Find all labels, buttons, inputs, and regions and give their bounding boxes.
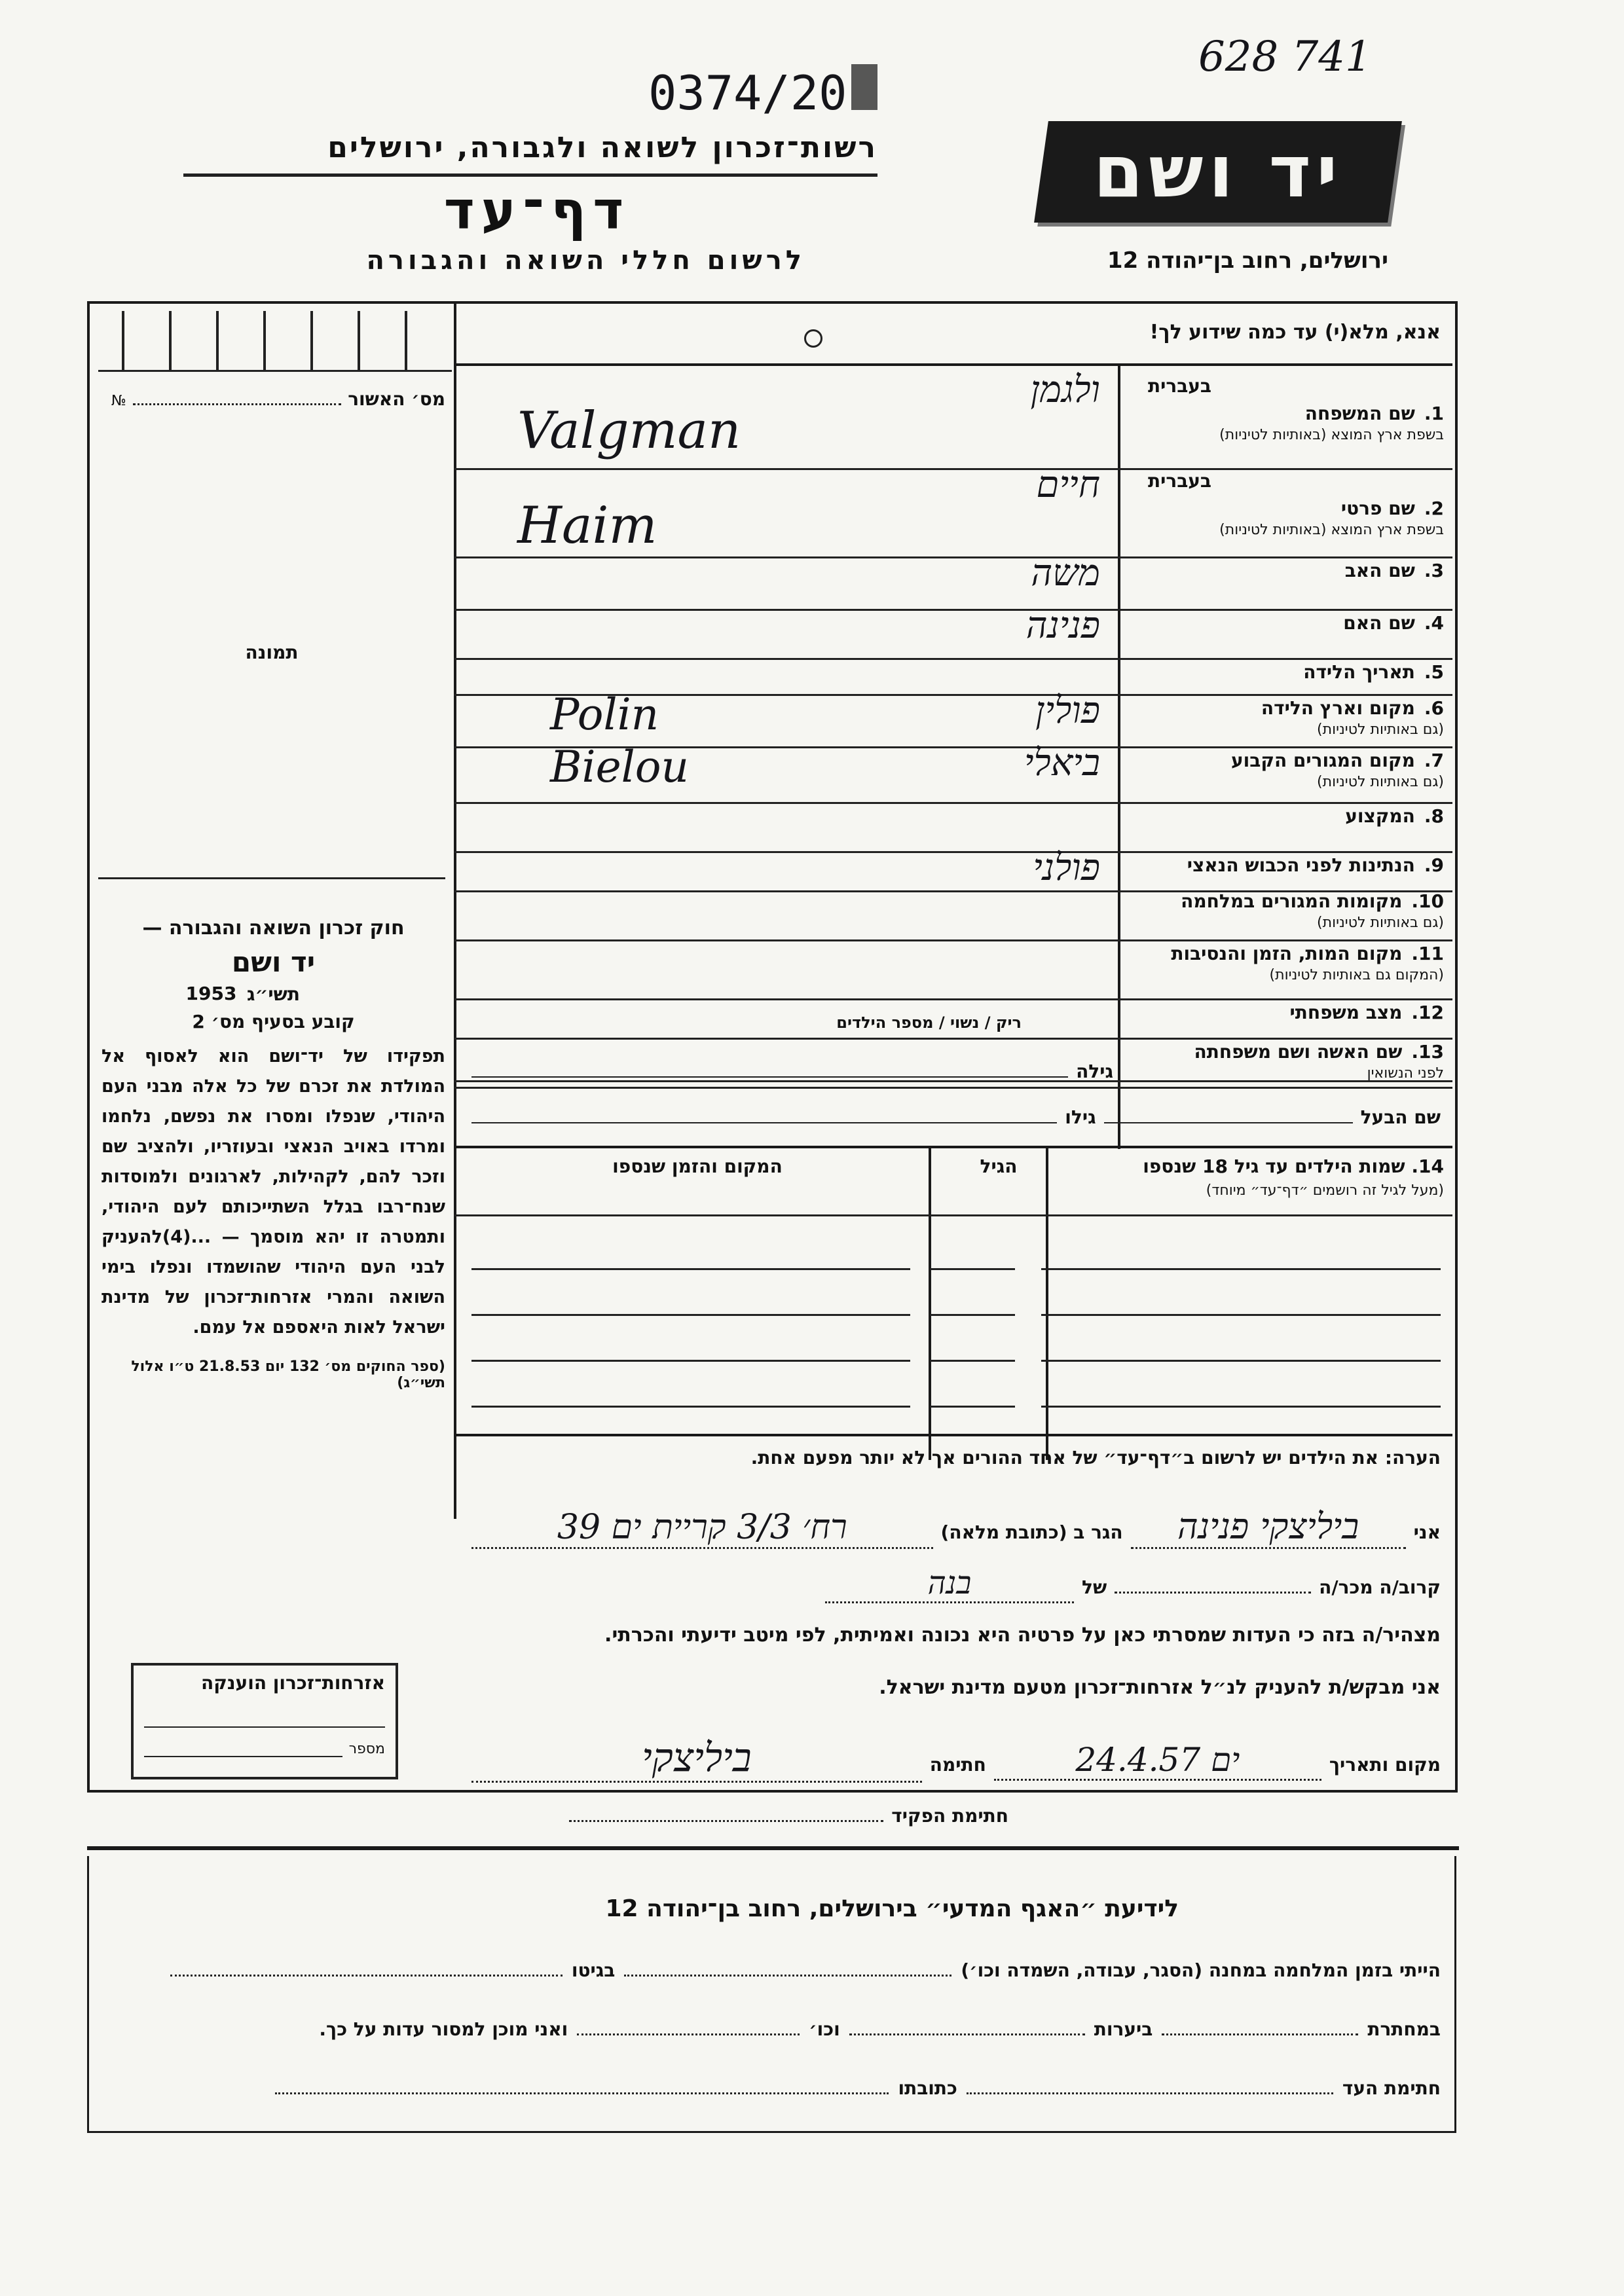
footer-address-field[interactable] — [275, 2075, 889, 2094]
children-place-header: המקום והזמן שנספו — [612, 1156, 783, 1177]
field-number: 1. — [1424, 403, 1444, 424]
request-text: אני מבקש/ת להעניק לנ״ל אזרחות־זכרון מטעם מדינת ישראל. — [879, 1676, 1441, 1699]
children-sub: (מעל לגיל זה רושמים ״דף־עד״ מיוחד) — [1206, 1182, 1444, 1199]
field-hebrew-value: חיים — [1036, 464, 1100, 506]
field-label-text: מקום המגורים הקבוע — [1230, 750, 1415, 771]
footer-address-label: כתובתו — [898, 2077, 957, 2099]
field-label — [1123, 661, 1444, 683]
logo-text: יד ושם — [1093, 130, 1343, 213]
field-latin-value: Valgman — [517, 401, 741, 460]
field-label-block — [1123, 943, 1444, 983]
signature-label: חתימה — [929, 1754, 986, 1776]
wife-age-field[interactable] — [471, 1063, 1068, 1078]
law-reference: (ספר החוקים מס׳ 132 יום 21.8.53 ט״ו אלול תשי״ג) — [131, 1358, 445, 1391]
footer-underground-label: במחתרת — [1367, 2018, 1441, 2040]
field-sublabel: בשפת ארץ המוצא (באותיות לטיניות) — [1219, 427, 1444, 443]
children-row[interactable] — [471, 1336, 1441, 1362]
field-label — [1123, 403, 1444, 424]
field-hebrew-value: ביאלי — [1024, 742, 1100, 784]
children-note: הערה: את הילדים יש לרשום ב״דף־עד״ של אחד ההורים אך לא יותר מפעם אחת. — [750, 1447, 1441, 1468]
field-hebrew-value: פולין — [1035, 689, 1100, 732]
declaration-line-2 — [471, 1565, 1441, 1603]
husband-name-field[interactable] — [1104, 1109, 1353, 1123]
field-hebrew-value: פולני — [1033, 847, 1100, 889]
photo-area-rule — [98, 877, 445, 879]
field-label-block — [1123, 1041, 1444, 1082]
declarant-address[interactable]: רח׳ 3/3 קריית ים 39 — [471, 1508, 933, 1549]
page-subtitle: לרשום חללי השואה והגבורה — [366, 246, 805, 276]
law-text: תפקידו של יד־ושם הוא לאסוף אל המולדת את זכרם של כל אלה מבני העם היהודי, שנפלו ומסרו את נפשם, נלחמו ומרדו באויב הנאצי ובעוזריו, ולהציב שם וזכר להם, לקהילות, לארגונים ולמוסדות שנח־רבו בגלל השתייכותם לעם היהודי, ותמטרה זו יהא מוסמך — ...(4)להעניק לבני העם היהודי שהושמדו ונפלו בימי השואה והמרי אזרחות־זכרון של מדינת ישראל לאות היאספם אל עמם. — [101, 1046, 445, 1338]
field-label — [1123, 498, 1444, 519]
footer-camp-field[interactable] — [624, 1958, 951, 1977]
field-hebrew-value: ולגמן — [1030, 369, 1100, 411]
field-latin-value: Haim — [517, 496, 657, 555]
relative-label: קרוב/ה מכר/ה — [1319, 1576, 1441, 1598]
field-number: 11. — [1411, 943, 1444, 964]
field-label-text: מקום המות, הזמן והנסיבות — [1171, 943, 1403, 964]
footer-etc-field[interactable] — [577, 2016, 800, 2035]
field-label-block — [1123, 403, 1444, 443]
card-code-ticks — [98, 311, 452, 372]
resident-label: הגר ב (כתובת מלאה) — [940, 1522, 1123, 1543]
signature-value[interactable]: ביליצקי — [471, 1735, 922, 1783]
footer-camp-label: הייתי בזמן המלחמה במחנה (הסגר, עבודה, השמדה וכו׳) — [961, 1959, 1441, 1981]
children-row[interactable] — [471, 1290, 1441, 1316]
header-underline — [183, 173, 877, 177]
law-title: חוק זכרון השואה והגבורה — — [142, 917, 405, 939]
footer-line-1 — [170, 1958, 1441, 1981]
punch-hole-icon — [804, 329, 822, 348]
field-number: 10. — [1411, 890, 1444, 912]
field-label — [1123, 612, 1444, 634]
footer-title: לידיעת ״האגף המדעי״ בירושלים, רחוב בן־יהודה 12 — [605, 1895, 1179, 1922]
footer-etc-label: וכו׳ — [809, 2018, 840, 2040]
child-name-cell[interactable] — [1041, 1290, 1441, 1316]
field-label-text: מקום וארץ הלידה — [1261, 697, 1415, 719]
approval-no-label: № — [111, 393, 126, 409]
field-label-block — [1123, 854, 1444, 876]
citizenship-box-num-field[interactable] — [144, 1741, 342, 1757]
field-number: 4. — [1424, 612, 1444, 634]
field-label-block — [1123, 661, 1444, 683]
child-place-cell[interactable] — [471, 1381, 910, 1408]
footer-ghetto-field[interactable] — [170, 1958, 563, 1977]
children-num: 14. — [1411, 1156, 1444, 1177]
children-header — [1058, 1156, 1444, 1199]
child-age-cell[interactable] — [930, 1336, 1015, 1362]
field-label — [1123, 697, 1444, 719]
husband-age-label: גילו — [1065, 1106, 1096, 1128]
instructions-rule — [454, 363, 1452, 366]
field-sublabel: (גם באותיות לטיניות) — [1317, 915, 1444, 931]
affirmation-text: מצהיר/ה בזה כי העדות שמסרתי כאן על פרטיה היא נכונה ואמיתית, לפי מיטב ידיעתי והכרתי. — [604, 1624, 1441, 1647]
of-label: של — [1082, 1576, 1107, 1598]
field-number: 3. — [1424, 560, 1444, 581]
field-value-input[interactable] — [458, 893, 1113, 937]
field-label-text: הנתינות לפני הכבוש הנאצי — [1187, 854, 1415, 876]
field-hebrew-value: משה — [1031, 552, 1100, 594]
child-name-cell[interactable] — [1041, 1244, 1441, 1270]
approval-field[interactable] — [133, 386, 341, 405]
field-label-block — [1123, 612, 1444, 634]
child-place-cell[interactable] — [471, 1336, 910, 1362]
field-sublabel: (גם באותיות לטיניות) — [1317, 721, 1444, 738]
children-header-rule — [454, 1214, 1452, 1216]
citizenship-box-label: אזרחות־זכרון הוענקה — [201, 1672, 385, 1694]
field-number: 6. — [1424, 697, 1444, 719]
field-value-input[interactable] — [458, 808, 1113, 848]
form-bottom-rule — [87, 1846, 1459, 1850]
footer-witness-sig-label: חתימת העד — [1342, 2077, 1441, 2099]
header-address: ירושלים, רחוב בן־יהודה 12 — [1107, 247, 1388, 274]
field-label — [1123, 1002, 1444, 1023]
field-label — [1123, 1041, 1444, 1063]
field-value-input[interactable] — [458, 664, 1113, 691]
law-year: 1953 — [185, 983, 237, 1004]
field-latin-value: Polin — [550, 689, 659, 740]
row13-underline — [454, 1087, 1452, 1089]
children-age-header: הגיל — [980, 1156, 1018, 1177]
field-sublabel: (גם באותיות לטיניות) — [1317, 774, 1444, 790]
declarant-name[interactable]: ביליצקי פנינה — [1131, 1506, 1406, 1549]
field-label-text: מקומות המגורים במלחמה — [1181, 890, 1403, 912]
field-sublabel: בשפת ארץ המוצא (באותיות לטיניות) — [1219, 522, 1444, 538]
yad-vashem-logo — [1034, 121, 1402, 223]
clerk-row — [471, 1800, 1441, 1827]
relation-value[interactable]: בנה — [825, 1565, 1074, 1603]
child-age-cell[interactable] — [930, 1290, 1015, 1316]
field-label — [1123, 854, 1444, 876]
field-number: 5. — [1424, 661, 1444, 683]
field-row-rule — [454, 658, 1452, 660]
field-label — [1123, 805, 1444, 827]
field-label-block — [1123, 750, 1444, 790]
place-date-row — [471, 1735, 1441, 1783]
field-number: 8. — [1424, 805, 1444, 827]
stamp-bracket — [851, 64, 877, 110]
child-place-cell[interactable] — [471, 1244, 910, 1270]
page-title: דף־עד — [443, 180, 631, 241]
child-age-cell[interactable] — [930, 1244, 1015, 1270]
law-year-heb: תשי״ג — [247, 983, 300, 1005]
husband-age-field[interactable] — [471, 1109, 1057, 1123]
approval-label: מס׳ האשור — [348, 388, 445, 410]
form-instructions: אנא, מלא(י) עד כמה שידוע לך! — [1149, 321, 1441, 344]
field-row-rule — [454, 939, 1452, 941]
citizenship-box-line[interactable] — [144, 1700, 385, 1728]
field-label — [1123, 750, 1444, 771]
field-label-text: תאריך הלידה — [1303, 661, 1415, 683]
field-number: 2. — [1424, 498, 1444, 519]
approval-number-row — [111, 386, 445, 410]
field-hebrew-value: פנינה — [1025, 604, 1100, 647]
child-name-cell[interactable] — [1041, 1336, 1441, 1362]
field-sublabel: לפני הנשואין — [1367, 1065, 1444, 1082]
field-lang-label: בעברית — [1147, 470, 1211, 492]
field-number: 7. — [1424, 750, 1444, 771]
footer-line-2 — [105, 2016, 1441, 2040]
wife-age-row — [471, 1061, 1113, 1082]
law-section: קובע בסעיף מס׳ 2 — [192, 1011, 355, 1032]
field-label-block — [1123, 697, 1444, 738]
field-label-block — [1123, 560, 1444, 581]
field-latin-value: Bielou — [550, 742, 690, 792]
child-name-cell[interactable] — [1041, 1381, 1441, 1408]
law-name: יד ושם — [231, 946, 316, 978]
citizenship-box — [131, 1663, 398, 1779]
field-label-block — [1123, 1002, 1444, 1023]
citizenship-box-num-label: מספר — [348, 1741, 385, 1757]
field-label — [1123, 943, 1444, 964]
place-date-value[interactable]: ים 24.4.57 — [994, 1741, 1321, 1781]
page-number: 628 741 — [1198, 33, 1372, 81]
field-lang-label: בעברית — [1147, 375, 1211, 397]
field-label-text: שם המשפחה — [1304, 403, 1415, 424]
footer-testify-label: ואני מוכן למסור עדות על כך. — [319, 2018, 568, 2040]
marital-options: ריק / נשוי / מספר הילדים — [836, 1013, 1022, 1032]
footer-forests-label: ביערות — [1094, 2018, 1153, 2040]
field-label-text: שם פרטי — [1340, 498, 1415, 519]
field-label — [1123, 890, 1444, 912]
institution-name: רשות־זכרון לשואה ולגבורה, ירושלים — [327, 131, 877, 164]
field-label-block — [1123, 805, 1444, 827]
children-row[interactable] — [471, 1381, 1441, 1408]
child-age-cell[interactable] — [930, 1381, 1015, 1408]
field-value-input[interactable] — [458, 945, 1113, 996]
note-top-rule — [454, 1434, 1452, 1436]
footer-forests-field[interactable] — [849, 2016, 1085, 2035]
field-number: 9. — [1424, 854, 1444, 876]
husband-name-label: שם הבעל — [1360, 1106, 1441, 1128]
field-row-rule — [454, 802, 1452, 804]
footer-line-3 — [275, 2075, 1441, 2099]
field-label-text: מצב משפחתי — [1289, 1002, 1403, 1023]
declarant-label: אני — [1413, 1522, 1441, 1543]
husband-row — [471, 1106, 1441, 1128]
footer-ghetto-label: בגיטו — [571, 1959, 616, 1981]
field-label-text: שם האב — [1344, 560, 1415, 581]
clerk-label: חתימת הפקיד — [891, 1805, 1008, 1827]
relative-field[interactable] — [1115, 1572, 1311, 1594]
clerk-field[interactable] — [569, 1800, 883, 1822]
children-title: שמות הילדים עד גיל 18 שנספו — [1143, 1156, 1405, 1177]
field-label-block — [1123, 498, 1444, 538]
field-sublabel: (המקום גם באותיות לטיניות) — [1269, 967, 1444, 983]
field-number: 13. — [1411, 1041, 1444, 1063]
field-label-block — [1123, 890, 1444, 931]
children-row[interactable] — [471, 1244, 1441, 1270]
field-label-text: שם האם — [1343, 612, 1415, 634]
footer-witness-sig-field[interactable] — [967, 2075, 1333, 2094]
wife-age-label: גילה — [1076, 1061, 1113, 1082]
row13-bottom-rule — [454, 1146, 1452, 1148]
declaration-line-1 — [471, 1506, 1441, 1549]
field-number: 12. — [1411, 1002, 1444, 1023]
law-block — [101, 917, 445, 1391]
footer-underground-field[interactable] — [1162, 2016, 1358, 2035]
place-date-label: מקום ותאריך — [1329, 1754, 1441, 1776]
photo-area[interactable] — [98, 419, 445, 890]
field-row-rule — [454, 998, 1452, 1000]
field-label-text: שם האשה ושם משפחתה — [1194, 1041, 1403, 1063]
field-row-rule — [454, 1038, 1452, 1040]
field-label — [1123, 560, 1444, 581]
photo-label: תמונה — [245, 642, 299, 663]
children-label — [1058, 1156, 1444, 1177]
field-label-text: המקצוע — [1345, 805, 1415, 827]
file-number: 0374/20 — [648, 65, 847, 120]
child-place-cell[interactable] — [471, 1290, 910, 1316]
